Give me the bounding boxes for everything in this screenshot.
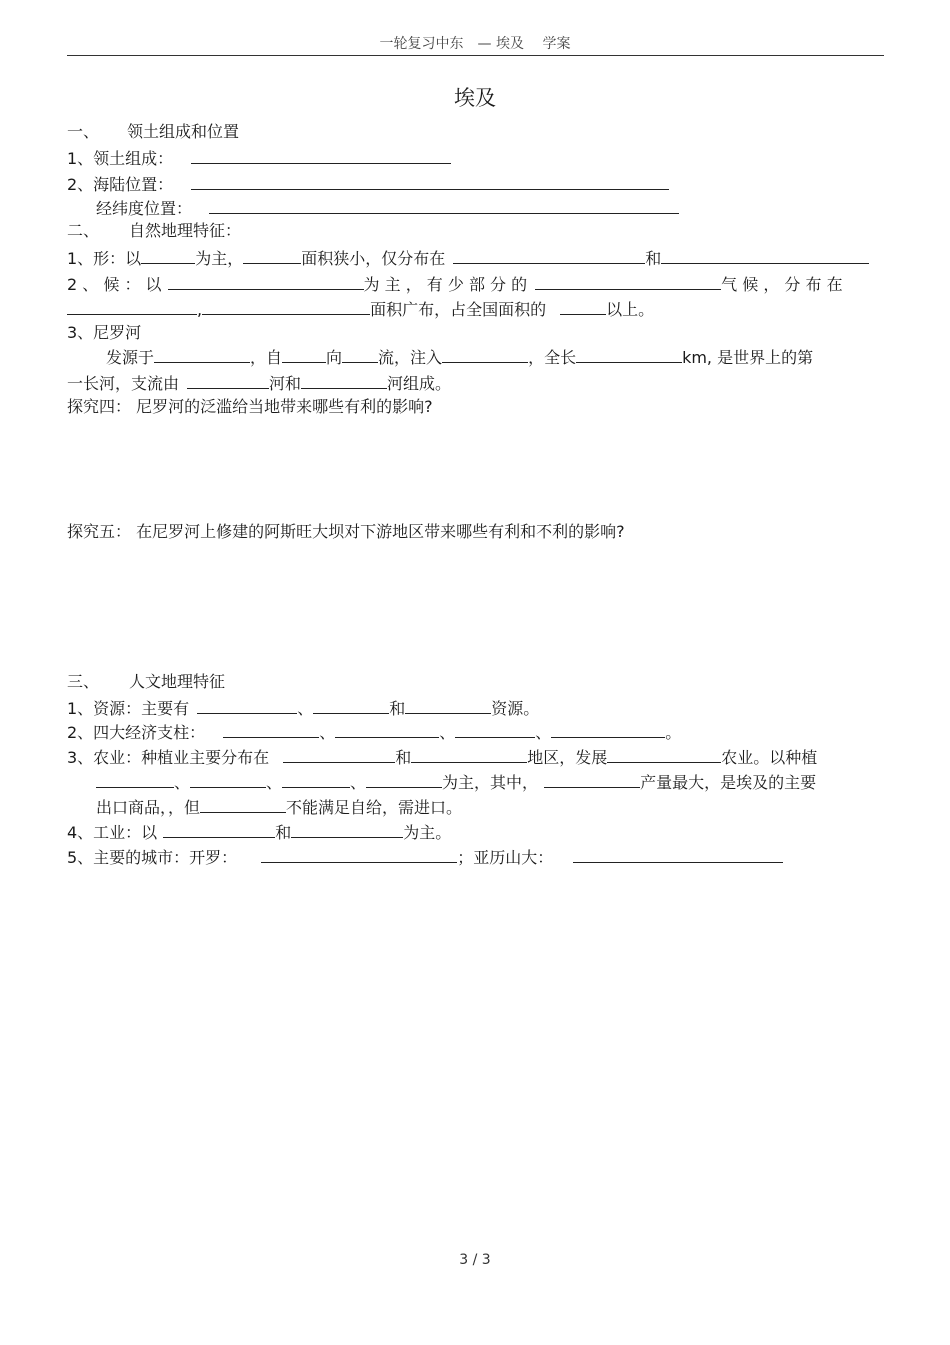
text: 面积狭小，仅分布在	[301, 249, 446, 268]
question-label: 3、尼罗河	[67, 323, 142, 342]
answer-blank[interactable]	[544, 772, 640, 788]
answer-blank[interactable]	[190, 772, 266, 788]
question-resources	[67, 698, 539, 719]
text: 河组成。	[387, 374, 452, 393]
question-cities	[67, 847, 783, 868]
answer-blank[interactable]	[223, 722, 319, 738]
answer-blank[interactable]	[366, 772, 442, 788]
text: 不能满足自给，需进口。	[286, 798, 463, 817]
question-climate	[67, 274, 843, 295]
text: 面积广布，占全国面积的	[370, 300, 547, 319]
text: km, 是世界上的第	[682, 348, 814, 367]
answer-blank[interactable]	[200, 797, 286, 813]
answer-blank[interactable]	[197, 698, 297, 714]
text: 以上。	[606, 300, 655, 319]
text: 2 、 候 ： 以	[67, 275, 162, 294]
text: 产量最大，是埃及的主要	[640, 773, 817, 792]
text: 气 候 ， 分 布 在	[721, 275, 843, 294]
answer-blank[interactable]	[154, 347, 250, 363]
question-label: 1、领土组成：	[67, 149, 174, 168]
question-lat-long	[96, 198, 679, 219]
question-economic-pillars	[67, 722, 681, 743]
section-number: 一、	[67, 122, 100, 141]
text: 、	[350, 773, 367, 792]
text: 和	[275, 823, 292, 842]
answer-blank[interactable]	[342, 347, 378, 363]
text: 3、农业：种植业主要分布在	[67, 748, 270, 767]
text: 一长河，支流由	[67, 374, 180, 393]
text: ,	[197, 300, 203, 319]
answer-blank[interactable]	[141, 248, 195, 264]
section-number: 三、	[67, 672, 100, 691]
answer-blank[interactable]	[202, 299, 370, 315]
text: 为主，其中，	[442, 773, 539, 792]
answer-blank[interactable]	[560, 299, 606, 315]
question-nile-source	[106, 347, 813, 368]
answer-blank[interactable]	[191, 174, 669, 190]
section-title: 自然地理特征：	[129, 221, 242, 240]
question-label: 经纬度位置：	[96, 199, 193, 218]
answer-blank[interactable]	[291, 822, 403, 838]
text: 、	[297, 699, 314, 718]
inquiry-four: 探究四： 尼罗河的泛滥给当地带来哪些有利的影响?	[67, 397, 433, 416]
answer-blank[interactable]	[335, 722, 439, 738]
answer-blank[interactable]	[411, 747, 527, 763]
header-divider	[67, 55, 884, 56]
answer-blank[interactable]	[67, 299, 197, 315]
answer-blank[interactable]	[261, 847, 457, 863]
text: 和	[395, 748, 412, 767]
text: 地区，发展	[527, 748, 608, 767]
section-3-heading	[67, 672, 225, 692]
text: ，全长	[528, 348, 577, 367]
question-agriculture-export	[96, 797, 462, 818]
question-agriculture-crops	[96, 772, 816, 793]
answer-blank[interactable]	[453, 248, 645, 264]
text: 发源于	[106, 348, 155, 367]
text: 资源。	[491, 699, 540, 718]
text: 、	[266, 773, 283, 792]
text: 为主，	[195, 249, 244, 268]
section-title: 领土组成和位置	[127, 122, 240, 141]
answer-blank[interactable]	[283, 747, 395, 763]
text: 河和	[269, 374, 302, 393]
page-number: 3 / 3	[459, 1252, 491, 1268]
answer-blank[interactable]	[187, 373, 269, 389]
question-territory	[67, 148, 451, 169]
question-nile-tributaries	[67, 373, 451, 394]
section-title: 人文地理特征	[129, 672, 226, 691]
answer-blank[interactable]	[455, 722, 535, 738]
text: 为主。	[403, 823, 452, 842]
text: 、	[174, 773, 191, 792]
text: ；亚历山大：	[457, 848, 554, 867]
text: 农业。以种植	[721, 748, 818, 767]
text: 为 主 ， 有 少 部 分 的	[363, 275, 528, 294]
text: ，自	[250, 348, 283, 367]
question-sea-land-position	[67, 174, 669, 195]
text: 流，注入	[378, 348, 443, 367]
answer-blank[interactable]	[209, 198, 679, 214]
text: 、	[535, 723, 552, 742]
answer-blank[interactable]	[607, 747, 721, 763]
page-header: 一轮复习中东 — 埃及 学案	[379, 36, 571, 52]
question-agriculture	[67, 747, 817, 768]
text: 4、工业：以	[67, 823, 158, 842]
answer-blank[interactable]	[168, 274, 364, 290]
section-1-heading	[67, 122, 239, 142]
answer-blank[interactable]	[551, 722, 665, 738]
text: 。	[665, 723, 682, 742]
text: 1、资源：主要有	[67, 699, 190, 718]
answer-blank[interactable]	[282, 347, 326, 363]
question-climate-cont	[67, 299, 654, 320]
answer-blank[interactable]	[405, 698, 491, 714]
answer-blank[interactable]	[243, 248, 301, 264]
answer-blank[interactable]	[576, 347, 682, 363]
text: 向	[326, 348, 343, 367]
answer-blank[interactable]	[191, 148, 451, 164]
answer-blank[interactable]	[313, 698, 389, 714]
question-shape	[67, 248, 869, 269]
text: 1、形：以	[67, 249, 142, 268]
section-2-heading	[67, 221, 241, 241]
answer-blank[interactable]	[535, 274, 721, 290]
answer-blank[interactable]	[163, 822, 275, 838]
text: 2、四大经济支柱：	[67, 723, 206, 742]
text: 和	[645, 249, 662, 268]
document-title: 埃及	[454, 86, 496, 110]
section-number: 二、	[67, 221, 100, 240]
answer-blank[interactable]	[301, 373, 387, 389]
text: 、	[439, 723, 456, 742]
inquiry-five: 探究五： 在尼罗河上修建的阿斯旺大坝对下游地区带来哪些有利和不利的影响?	[67, 522, 625, 541]
question-label: 2、海陆位置：	[67, 175, 174, 194]
question-industry	[67, 822, 451, 843]
answer-blank[interactable]	[573, 847, 783, 863]
answer-blank[interactable]	[282, 772, 350, 788]
text: 、	[319, 723, 336, 742]
question-nile	[67, 323, 141, 343]
text: 5、主要的城市：开罗：	[67, 848, 238, 867]
text: 出口商品，，但	[96, 798, 201, 817]
answer-blank[interactable]	[661, 248, 869, 264]
answer-blank[interactable]	[96, 772, 174, 788]
text: 和	[389, 699, 406, 718]
answer-blank[interactable]	[442, 347, 528, 363]
